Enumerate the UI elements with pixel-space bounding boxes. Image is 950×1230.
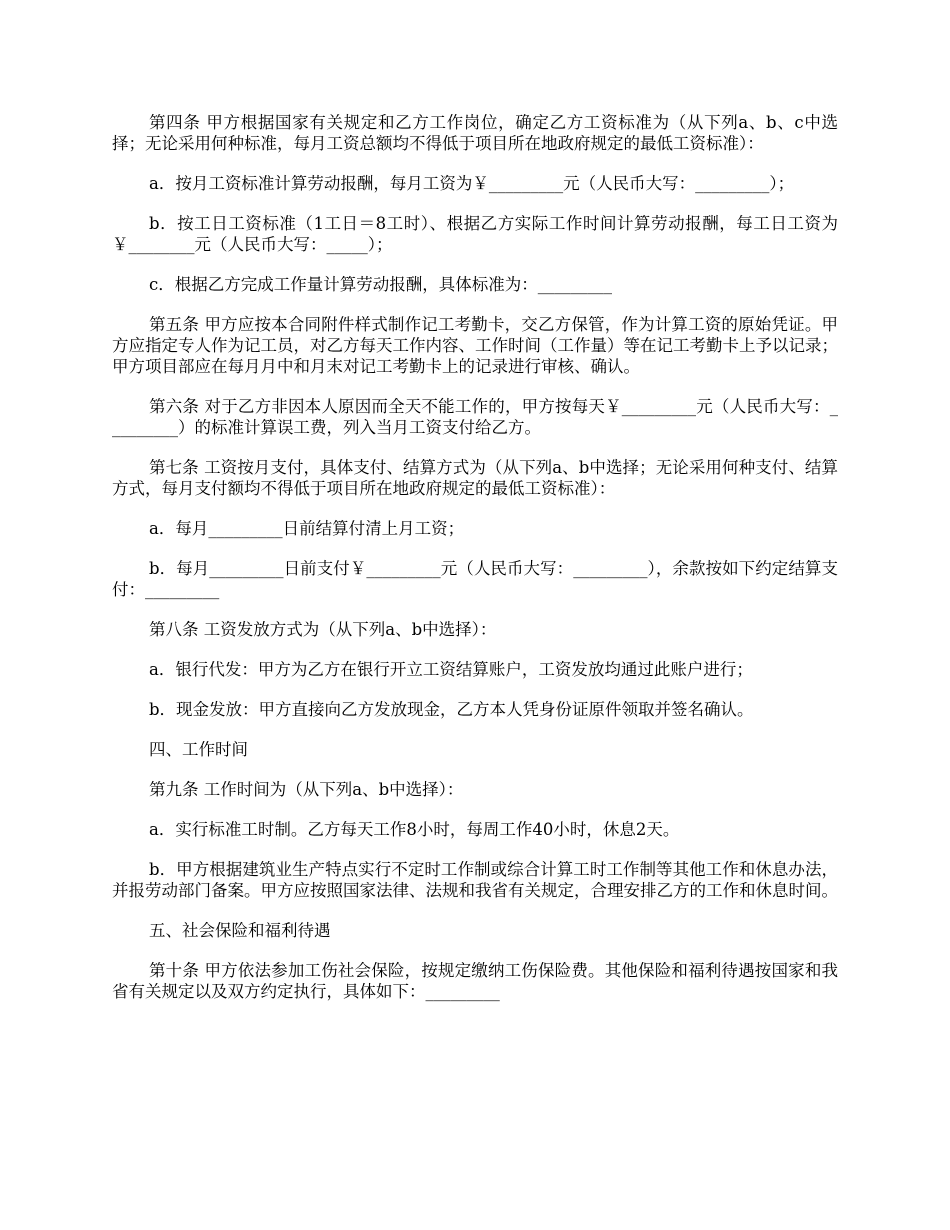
article-5-attendance-card: 第五条 甲方应按本合同附件样式制作记工考勤卡，交乙方保管，作为计算工资的原始凭证。甲方应指定专人作为记工员，对乙方每天工作内容、工作时间（工作量）等在记工考勤卡上予以记录；甲方项目部应在每月月中和月末对记工考勤卡上的记录进行审核、确认。 — [112, 315, 838, 376]
article-6-idle-pay: 第六条 对于乙方非因本人原因而全天不能工作的，甲方按每天￥_________元（人民币大写：_________）的标准计算误工费，列入当月工资支付给乙方。 — [112, 397, 838, 437]
option-b-partial-payment: b．每月_________日前支付￥_________元（人民币大写：_________），余款按如下约定结算支付：_________ — [112, 559, 838, 599]
article-4-wage-standard: 第四条 甲方根据国家有关规定和乙方工作岗位，确定乙方工资标准为（从下列a、b、c中选择；无论采用何种标准，每月工资总额均不得低于项目所在地政府规定的最低工资标准）： — [112, 113, 838, 153]
option-a-bank-transfer: a．银行代发：甲方为乙方在银行开立工资结算账户，工资发放均通过此账户进行； — [149, 660, 753, 679]
section-4-heading: 四、工作时间 — [149, 740, 248, 759]
option-a-monthly-settlement: a．每月_________日前结算付清上月工资； — [149, 519, 465, 538]
article-9-working-hours: 第九条 工作时间为（从下列a、b中选择）： — [149, 780, 464, 799]
section-5-heading: 五、社会保险和福利待遇 — [149, 921, 331, 940]
article-8-disbursement: 第八条 工资发放方式为（从下列a、b中选择）： — [149, 620, 497, 639]
option-b-flexible-hours: b．甲方根据建筑业生产特点实行不定时工作制或综合计算工时工作制等其他工作和休息办法，并报劳动部门备案。甲方应按照国家法律、法规和我省有关规定，合理安排乙方的工作和休息时间。 — [112, 860, 838, 900]
article-7-payment-method: 第七条 工资按月支付，具体支付、结算方式为（从下列a、b中选择；无论采用何种支付、结算方式，每月支付额均不得低于项目所在地政府规定的最低工资标准）： — [112, 458, 838, 498]
option-a-standard-hours: a．实行标准工时制。乙方每天工作8小时，每周工作40小时，休息2天。 — [149, 820, 680, 839]
option-b-daily-wage: b．按工日工资标准（1工日＝8工时）、根据乙方实际工作时间计算劳动报酬，每工日工资为￥________元（人民币大写：_____）； — [112, 214, 838, 254]
article-10-social-insurance: 第十条 甲方依法参加工伤社会保险，按规定缴纳工伤保险费。其他保险和福利待遇按国家和我省有关规定以及双方约定执行，具体如下：_________ — [112, 961, 838, 1001]
option-c-piece-wage: c．根据乙方完成工作量计算劳动报酬，具体标准为：_________ — [149, 275, 612, 294]
option-b-cash: b．现金发放：甲方直接向乙方发放现金，乙方本人凭身份证原件领取并签名确认。 — [149, 700, 754, 719]
option-a-monthly-wage: a．按月工资标准计算劳动报酬，每月工资为￥_________元（人民币大写：_________）； — [149, 174, 795, 193]
